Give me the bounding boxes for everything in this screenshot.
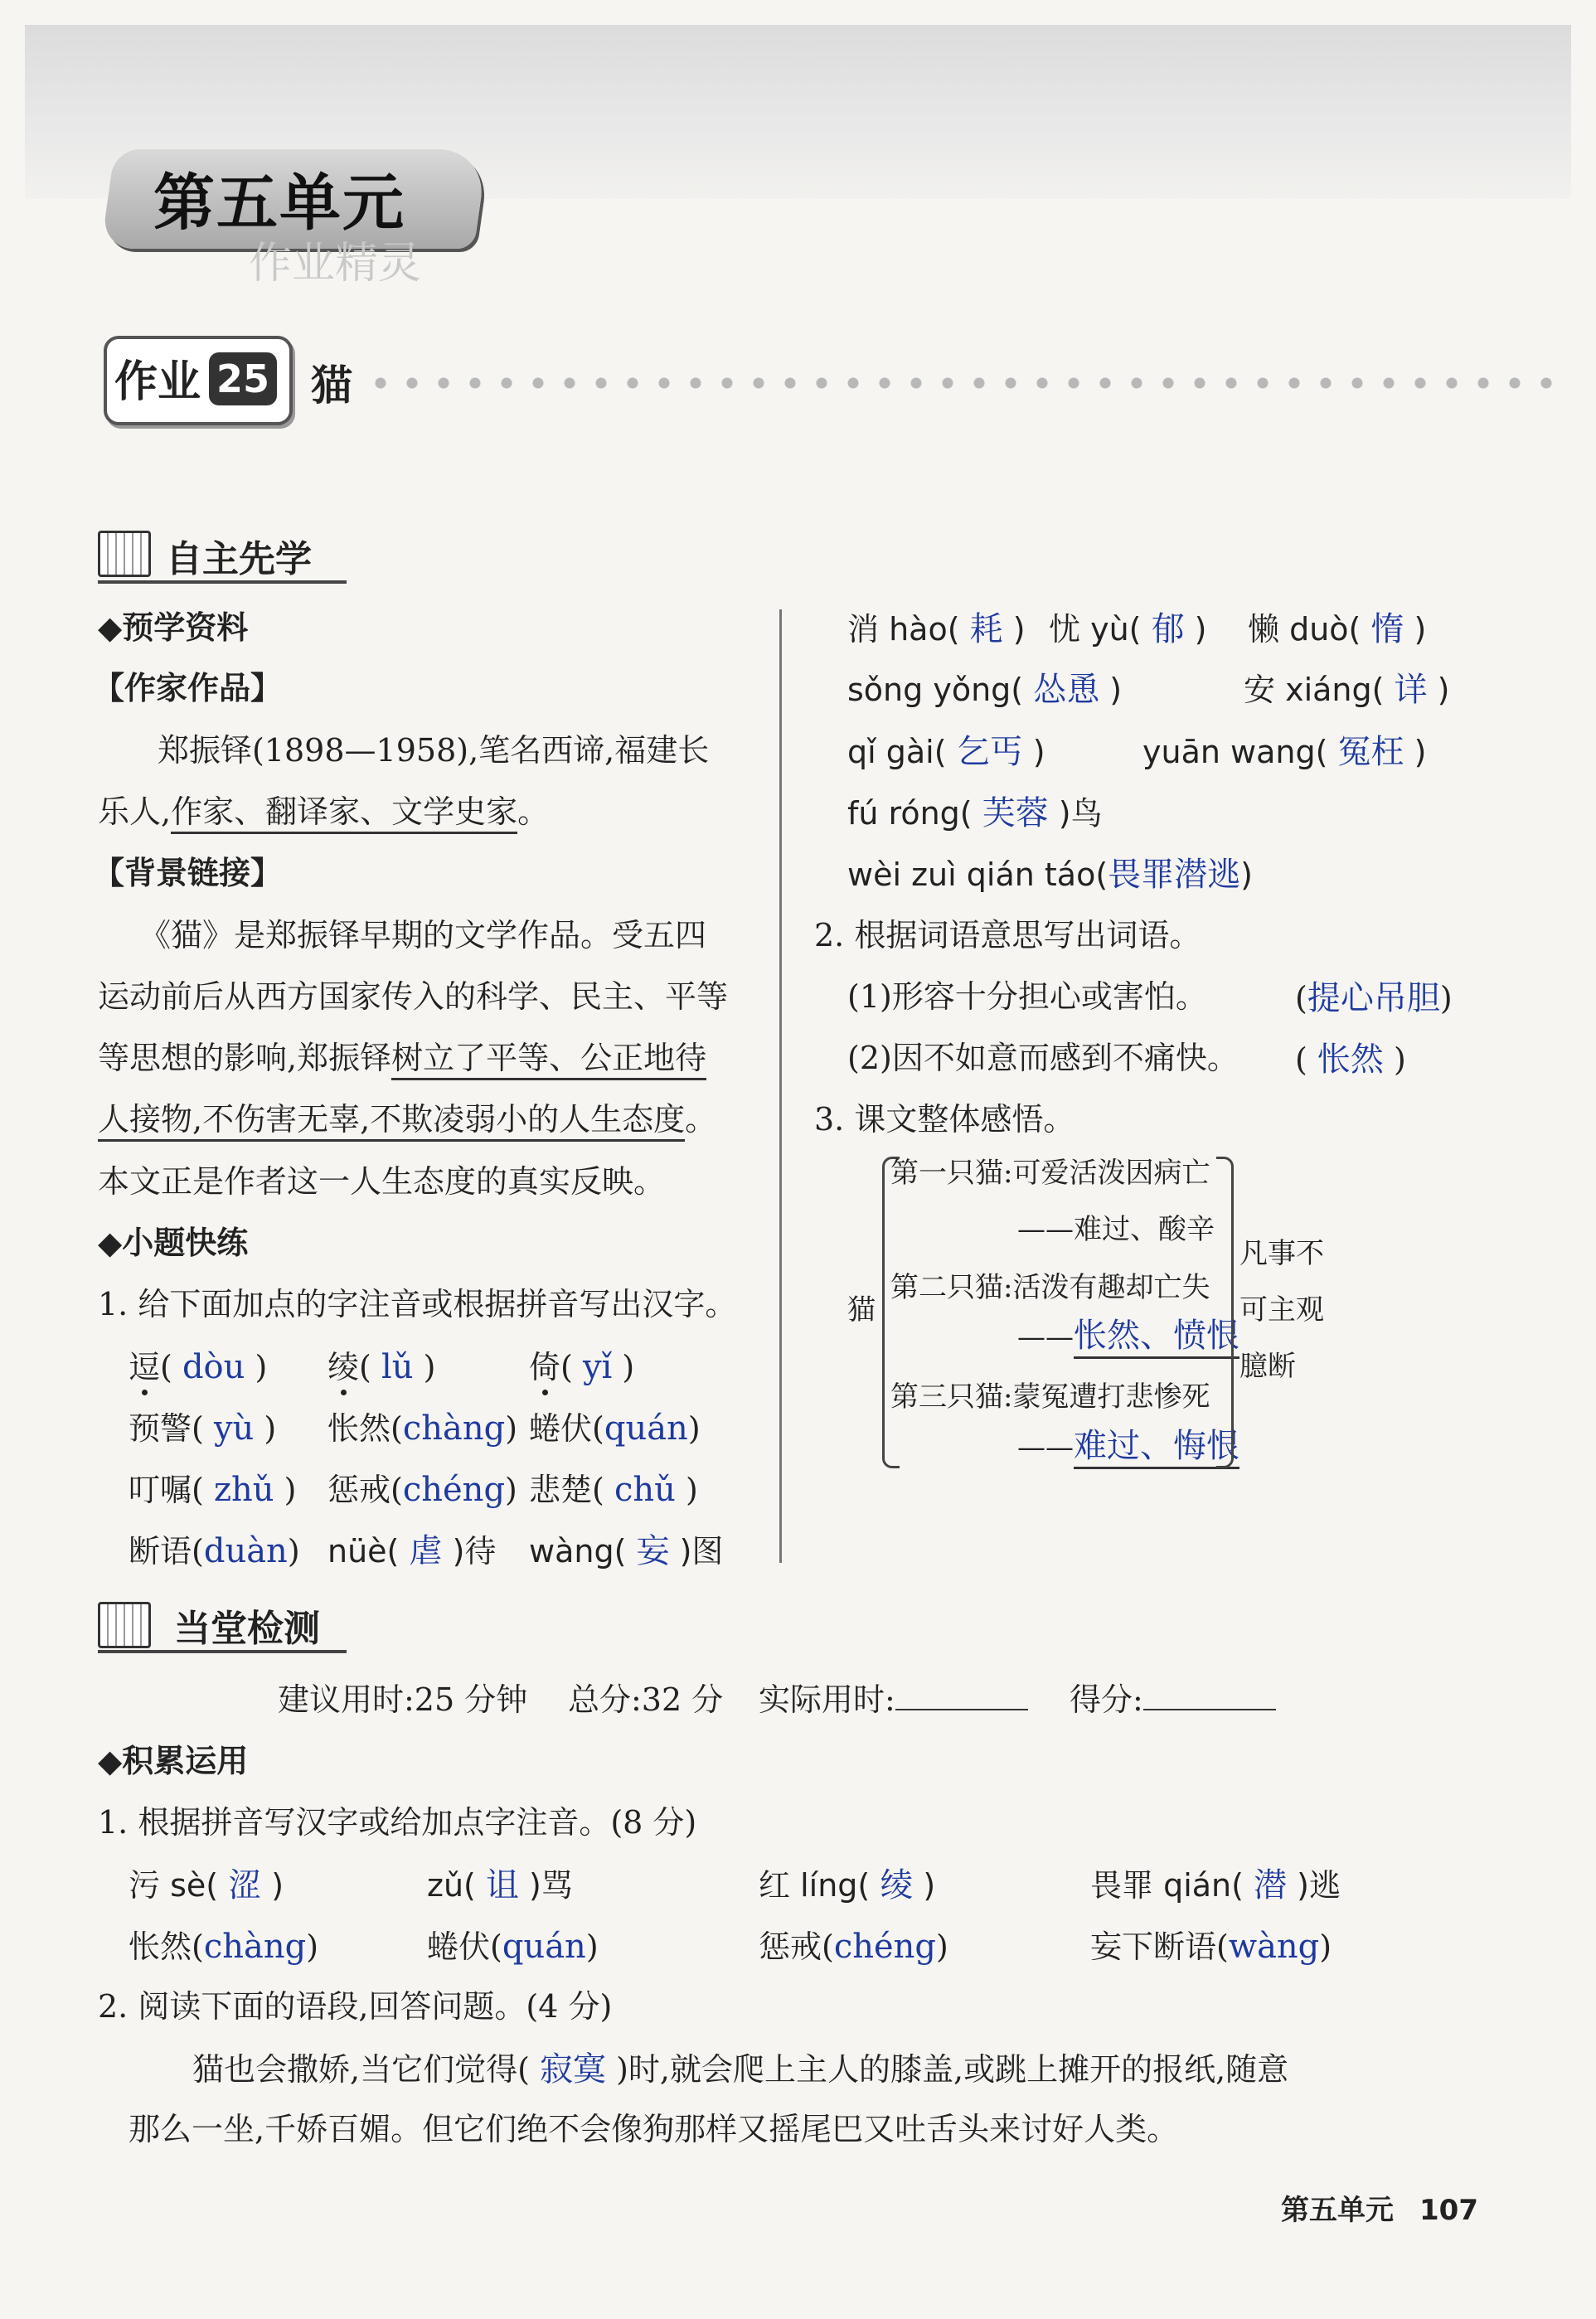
pinyin-item: 妄下断语(wàng) xyxy=(1090,1928,1332,1966)
pinyin-item: 红 líng( 绫 ) xyxy=(759,1866,936,1904)
pinyin-item: 忧 yù( 郁 ) xyxy=(1049,610,1207,648)
author-line-2: 乐人,作家、翻译家、文学史家。 xyxy=(98,793,549,832)
check-question-1: 1. 根据拼音写汉字或给加点字注音。(8 分) xyxy=(98,1804,697,1841)
pinyin-item: yuān wang( 冤枉 ) xyxy=(1142,733,1427,771)
pinyin-item: 悲楚( chǔ ) xyxy=(529,1471,698,1509)
lesson-title: 猫 xyxy=(311,361,352,410)
pinyin-item: 怅然(chàng) xyxy=(327,1409,518,1448)
pinyin-item: nüè( 虐 )待 xyxy=(327,1532,497,1570)
watermark-text: 作业精灵 xyxy=(249,239,422,289)
background-line-4: 人接物,不伤害无辜,不欺凌弱小的人生态度。 xyxy=(98,1101,716,1139)
pinyin-item: 叮嘱( zhǔ ) xyxy=(129,1471,297,1509)
conclusion-line-2: 可主观 xyxy=(1239,1293,1324,1327)
score-field: 得分: xyxy=(1070,1681,1276,1720)
question-1: 1. 给下面加点的字注音或根据拼音写出汉字。 xyxy=(98,1286,737,1322)
pinyin-item: qǐ gài( 乞丐 ) xyxy=(847,733,1045,771)
footer-unit: 第五单元 xyxy=(1281,2194,1394,2227)
background-line-5: 本文正是作者这一人生态度的真实反映。 xyxy=(98,1163,666,1200)
pinyin-item: 预警( yù ) xyxy=(129,1409,277,1448)
pinyin-item: 绫( lǔ ) xyxy=(327,1348,436,1386)
cat1-feeling: ——难过、酸辛 xyxy=(1017,1213,1215,1246)
actual-time: 实际用时: xyxy=(759,1681,1028,1720)
passage-line-1: 猫也会撒娇,当它们觉得( 寂寞 )时,就会爬上主人的膝盖,或跳上摊开的报纸,随意 xyxy=(192,2050,1289,2089)
pinyin-item: wàng( 妄 )图 xyxy=(529,1532,724,1570)
accumulation-heading: ◆积累运用 xyxy=(98,1743,249,1779)
pinyin-item: 消 hào( 耗 ) xyxy=(847,610,1026,648)
page-number: 107 xyxy=(1419,2194,1478,2227)
homework-number: 25 xyxy=(209,352,277,405)
question-2: 2. 根据词语意思写出词语。 xyxy=(814,917,1201,953)
question-2-2: (2)因不如意而感到不痛快。 xyxy=(847,1040,1239,1076)
pinyin-item: 惩戒(chéng) xyxy=(327,1471,517,1509)
passage-line-2: 那么一坐,千娇百媚。但它们绝不会像狗那样又摇尾巴又吐舌头来讨好人类。 xyxy=(129,2111,1179,2147)
background-line-3: 等思想的影响,郑振铎树立了平等、公正地待 xyxy=(98,1040,706,1078)
cat2-label: 第二只猫:活泼有趣却亡失 xyxy=(890,1271,1210,1304)
dotted-divider xyxy=(365,377,1567,389)
pinyin-item: 污 sè( 涩 ) xyxy=(129,1866,284,1904)
cat1-label: 第一只猫:可爱活泼因病亡 xyxy=(890,1157,1210,1190)
pinyin-item: 断语(duàn) xyxy=(129,1532,300,1570)
suggested-time: 建议用时:25 分钟 xyxy=(278,1681,528,1718)
pinyin-item: 蜷伏(quán) xyxy=(529,1409,701,1448)
background-heading: 【背景链接】 xyxy=(93,855,283,891)
diagram-root-label: 猫 xyxy=(847,1293,876,1327)
question-3: 3. 课文整体感悟。 xyxy=(814,1101,1075,1138)
homework-label: 作业 xyxy=(114,357,201,407)
conclusion-line-3: 臆断 xyxy=(1239,1350,1296,1383)
pinyin-item: 懒 duò( 惰 ) xyxy=(1248,610,1427,648)
cat3-label: 第三只猫:蒙冤遭打悲惨死 xyxy=(890,1380,1210,1414)
unit-title: 第五单元 xyxy=(153,167,405,239)
left-brace xyxy=(882,1157,900,1468)
book-icon xyxy=(98,531,151,577)
check-question-2: 2. 阅读下面的语段,回答问题。(4 分) xyxy=(98,1988,613,2025)
author-line-1: 郑振铎(1898—1958),笔名西谛,福建长 xyxy=(158,732,710,769)
pinyin-item: 倚( yǐ ) xyxy=(529,1348,635,1386)
preread-heading: ◆预学资料 xyxy=(98,609,249,646)
background-line-1: 《猫》是郑振铎早期的文学作品。受五四 xyxy=(139,917,707,953)
total-score: 总分:32 分 xyxy=(568,1681,724,1718)
author-heading: 【作家作品】 xyxy=(93,670,283,706)
pinyin-item: 惩戒(chéng) xyxy=(759,1928,948,1966)
answer-2-1: (提心吊胆) xyxy=(1295,979,1453,1017)
pinyin-item: sǒng yǒng( 怂恿 ) xyxy=(847,671,1123,709)
answer-2-2: ( 怅然 ) xyxy=(1295,1041,1406,1079)
section-underline xyxy=(98,580,347,584)
book-icon xyxy=(98,1602,151,1648)
right-brace xyxy=(1216,1157,1234,1468)
pinyin-item: 安 xiáng( 详 ) xyxy=(1244,671,1450,709)
pinyin-item: 怅然(chàng) xyxy=(129,1928,319,1966)
pinyin-item: 逗( dòu ) xyxy=(129,1348,268,1386)
section-title-self-study: 自主先学 xyxy=(166,538,312,580)
question-2-1: (1)形容十分担心或害怕。 xyxy=(847,978,1207,1015)
pinyin-item: fú róng( 芙蓉 )鸟 xyxy=(847,794,1103,832)
conclusion-line-1: 凡事不 xyxy=(1239,1237,1324,1270)
pinyin-item: zǔ( 诅 )骂 xyxy=(427,1866,573,1904)
cat2-feeling: ——怅然、愤恨 xyxy=(1017,1316,1239,1356)
pinyin-item: 蜷伏(quán) xyxy=(427,1928,599,1966)
cat3-feeling: ——难过、悔恨 xyxy=(1017,1426,1239,1466)
section-underline xyxy=(98,1650,347,1653)
cat-summary-diagram xyxy=(847,1157,1237,1476)
section-title-check: 当堂检测 xyxy=(174,1608,320,1650)
pinyin-item: 畏罪 qián( 潜 )逃 xyxy=(1090,1866,1341,1904)
background-line-2: 运动前后从西方国家传入的科学、民主、平等 xyxy=(98,978,729,1015)
author-roles: 作家、翻译家、文学史家 xyxy=(171,793,517,834)
pinyin-item: wèi zuì qián táo(畏罪潜逃) xyxy=(847,856,1253,894)
quick-practice-heading: ◆小题快练 xyxy=(98,1225,249,1261)
column-divider xyxy=(779,609,782,1563)
